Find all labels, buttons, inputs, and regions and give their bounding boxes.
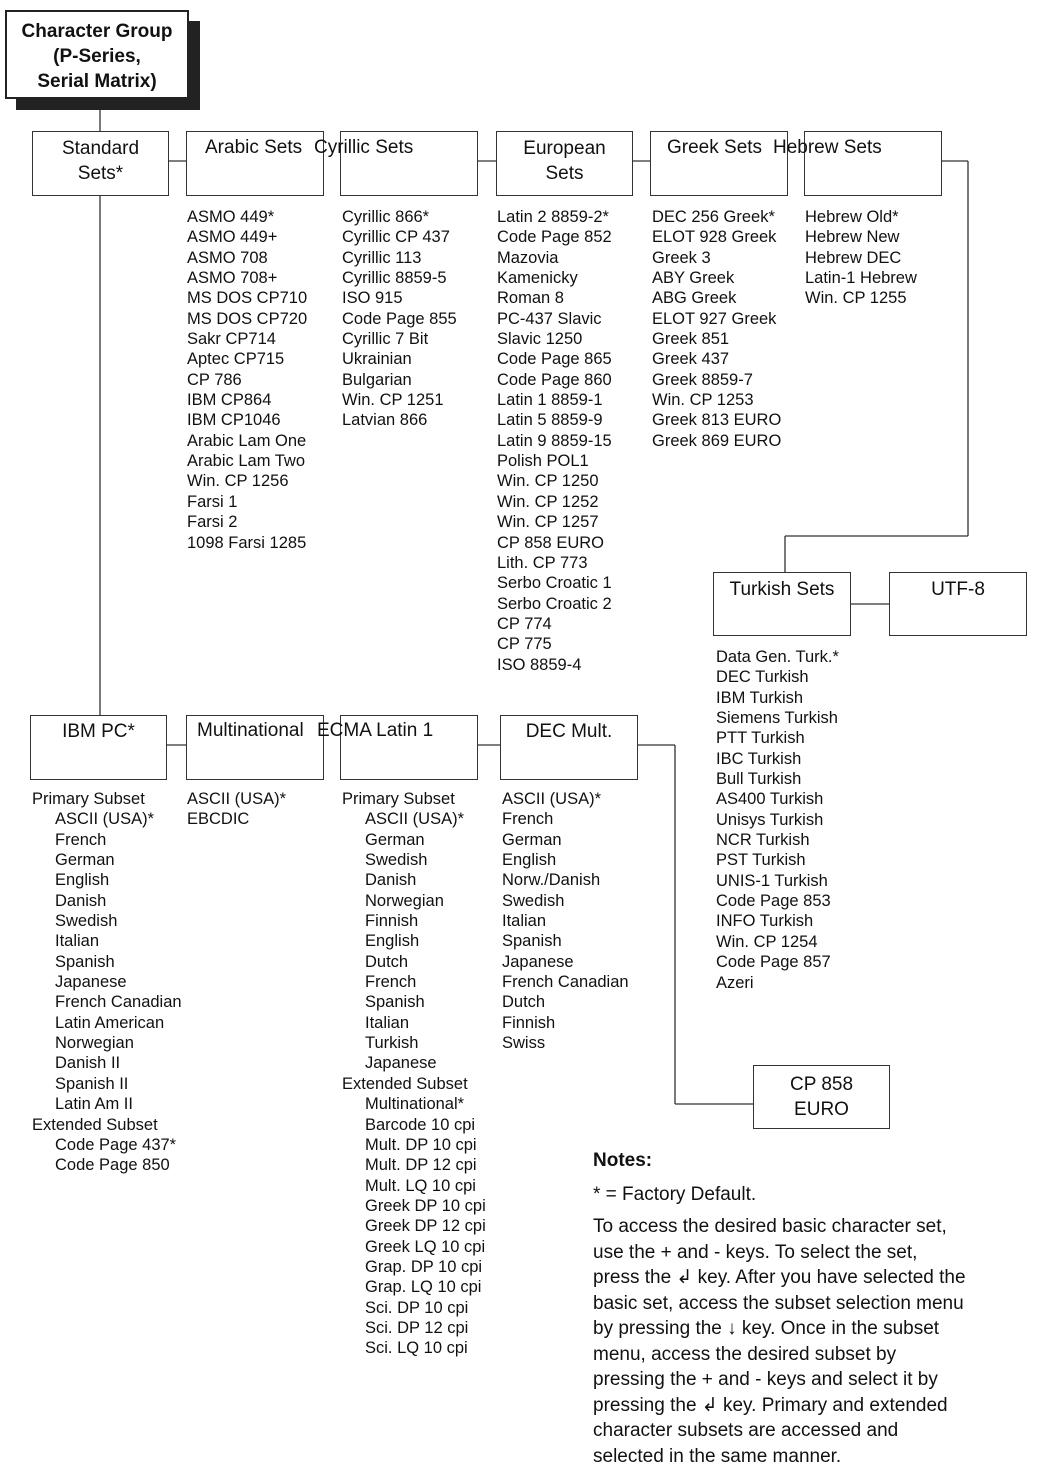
notes-body-line: To access the desired basic character set,	[593, 1216, 947, 1237]
arabic-sets-list	[187, 207, 307, 553]
turkish-sets-list	[716, 647, 839, 993]
list-item: Hebrew New	[805, 228, 900, 247]
list-item: Arabic Lam One	[187, 431, 307, 450]
list-item: ASCII (USA)*	[55, 810, 155, 829]
list-item: AS400 Turkish	[716, 790, 824, 809]
ecma-latin-1-list	[342, 789, 486, 1359]
list-item: CP 786	[187, 370, 242, 389]
notes-section	[593, 1148, 1013, 1469]
list-item: Win. CP 1253	[652, 391, 754, 410]
cyrillic-sets-list	[342, 207, 457, 431]
list-item: Mazovia	[497, 248, 559, 267]
list-item: Slavic 1250	[497, 330, 583, 349]
list-item: Greek LQ 10 cpi	[365, 1237, 486, 1256]
list-item: Extended Subset	[32, 1115, 158, 1134]
list-item: Greek 437	[652, 350, 730, 369]
list-item: Italian	[365, 1013, 410, 1032]
multinational-list	[187, 789, 286, 830]
list-item: Unisys Turkish	[716, 810, 824, 829]
list-item: Swedish	[55, 912, 118, 931]
list-item: UNIS-1 Turkish	[716, 871, 828, 890]
cp858-line-1: CP 858	[789, 1074, 854, 1095]
list-item: Code Page 855	[342, 309, 457, 328]
list-item: Latin Am II	[55, 1095, 133, 1114]
list-item: CP 775	[497, 635, 552, 654]
utf8-label: UTF-8	[931, 579, 985, 600]
list-item: Code Page 850	[55, 1156, 170, 1175]
list-item: CP 858 EURO	[497, 533, 604, 552]
list-item: Danish	[55, 891, 107, 910]
ibm-pc-label: IBM PC*	[62, 721, 135, 742]
list-item: Lith. CP 773	[497, 553, 588, 572]
european-sets-line-1: European	[523, 138, 606, 159]
list-item: ABY Greek	[652, 269, 735, 288]
list-item: Code Page 437*	[55, 1135, 177, 1154]
list-item: Spanish	[502, 932, 562, 951]
list-item: Serbo Croatic 2	[497, 594, 612, 613]
list-item: ISO 915	[342, 289, 403, 308]
list-item: French	[365, 973, 417, 992]
utf8-box	[889, 572, 1027, 636]
list-item: Win. CP 1255	[805, 289, 907, 308]
list-item: Norw./Danish	[502, 871, 601, 890]
list-item: Swedish	[502, 891, 565, 910]
list-item: Grap. DP 10 cpi	[365, 1257, 483, 1276]
notes-body-line: character subsets are accessed and	[593, 1420, 899, 1441]
list-item: Japanese	[365, 1054, 437, 1073]
notes-body-line: by pressing the ↓ key. Once in the subset	[593, 1318, 940, 1339]
notes-body-line: press the ↲ key. After you have selected the	[593, 1267, 966, 1288]
list-item: Latin 5 8859-9	[497, 411, 603, 430]
list-item: Primary Subset	[342, 790, 455, 808]
list-item: IBC Turkish	[716, 749, 802, 768]
list-item: Dutch	[365, 952, 409, 971]
list-item: MS DOS CP720	[187, 309, 308, 328]
list-item: Greek 813 EURO	[652, 411, 782, 430]
list-item: Siemens Turkish	[716, 709, 838, 728]
list-item: Bulgarian	[342, 370, 412, 389]
list-item: English	[55, 871, 110, 890]
turkish-sets-label: Turkish Sets	[729, 579, 835, 600]
list-item: Norwegian	[365, 891, 444, 910]
list-item: ASCII (USA)*	[502, 790, 602, 808]
notes-body-line: selected in the same manner.	[593, 1445, 842, 1467]
list-item: Ukrainian	[342, 350, 412, 369]
list-item: ASMO 708	[187, 248, 268, 267]
list-item: Hebrew DEC	[805, 248, 902, 267]
list-item: Turkish	[365, 1034, 419, 1053]
list-item: English	[502, 851, 557, 870]
list-item: Latin 9 8859-15	[497, 431, 612, 450]
european-sets-list	[497, 207, 612, 675]
list-item: Farsi 1	[187, 492, 238, 511]
list-item: ELOT 928 Greek	[652, 228, 777, 247]
list-item: Sci. LQ 10 cpi	[365, 1339, 468, 1358]
ibm-pc-list	[32, 789, 182, 1176]
list-item: Code Page 857	[716, 953, 831, 972]
list-item: Arabic Lam Two	[187, 452, 305, 471]
standard-sets-box	[32, 131, 169, 196]
list-item: Sci. DP 12 cpi	[365, 1318, 469, 1337]
list-item: Cyrillic 866*	[342, 208, 430, 226]
list-item: Sci. DP 10 cpi	[365, 1298, 469, 1317]
list-item: CP 774	[497, 614, 552, 633]
root-line-2: (P-Series,	[53, 46, 141, 67]
list-item: Latin American	[55, 1013, 165, 1032]
list-item: Finnish	[502, 1013, 556, 1032]
notes-factory-default: * = Factory Default.	[593, 1184, 757, 1205]
list-item: Greek 869 EURO	[652, 431, 782, 450]
list-item: NCR Turkish	[716, 831, 810, 850]
list-item: Serbo Croatic 1	[497, 574, 612, 593]
turkish-sets-box	[713, 572, 851, 636]
list-item: EBCDIC	[187, 810, 250, 829]
greek-sets-label: Greek Sets	[667, 137, 763, 158]
dec-mult-box	[500, 715, 638, 780]
list-item: Japanese	[55, 973, 127, 992]
list-item: Greek DP 12 cpi	[365, 1217, 486, 1236]
list-item: Kamenicky	[497, 269, 578, 288]
list-item: Bull Turkish	[716, 770, 802, 789]
list-item: Greek 851	[652, 330, 730, 349]
list-item: Dutch	[502, 993, 546, 1012]
list-item: MS DOS CP710	[187, 289, 308, 308]
list-item: Grap. LQ 10 cpi	[365, 1278, 482, 1297]
list-item: Mult. DP 10 cpi	[365, 1135, 477, 1154]
notes-title: Notes:	[593, 1150, 653, 1171]
cyrillic-sets-label: Cyrillic Sets	[314, 137, 414, 158]
list-item: Danish II	[55, 1054, 121, 1073]
list-item: Swedish	[365, 851, 428, 870]
list-item: Greek 8859-7	[652, 370, 753, 389]
list-item: French Canadian	[502, 973, 629, 992]
list-item: DEC Turkish	[716, 668, 809, 687]
list-item: Win. CP 1251	[342, 391, 444, 410]
list-item: PST Turkish	[716, 851, 806, 870]
list-item: Latvian 866	[342, 411, 428, 430]
list-item: ASMO 708+	[187, 269, 278, 288]
list-item: ELOT 927 Greek	[652, 309, 777, 328]
multinational-label: Multinational	[197, 720, 304, 741]
list-item: Cyrillic 7 Bit	[342, 330, 429, 349]
list-item: French	[55, 830, 107, 849]
root-line-1: Character Group	[21, 21, 173, 42]
list-item: Data Gen. Turk.*	[716, 648, 839, 666]
list-item: Latin 1 8859-1	[497, 391, 603, 410]
list-item: Roman 8	[497, 289, 564, 308]
list-item: Win. CP 1256	[187, 472, 289, 491]
cp858-line-2: EURO	[794, 1099, 849, 1120]
list-item: Code Page 852	[497, 228, 612, 247]
list-item: Polish POL1	[497, 452, 589, 471]
list-item: ABG Greek	[652, 289, 737, 308]
list-item: IBM Turkish	[716, 688, 804, 707]
list-item: Finnish	[365, 912, 419, 931]
list-item: Mult. DP 12 cpi	[365, 1156, 477, 1175]
list-item: Spanish II	[55, 1074, 129, 1093]
list-item: ASCII (USA)*	[365, 810, 465, 829]
list-item: Spanish	[55, 952, 115, 971]
list-item: French Canadian	[55, 993, 182, 1012]
list-item: Japanese	[502, 952, 574, 971]
list-item: Latin 2 8859-2*	[497, 208, 609, 226]
list-item: DEC 256 Greek*	[652, 208, 775, 226]
list-item: Swiss	[502, 1034, 546, 1053]
hebrew-sets-list	[805, 207, 917, 309]
ecma-latin-1-label: ECMA Latin 1	[317, 720, 434, 741]
list-item: Code Page 853	[716, 892, 831, 911]
list-item: Spanish	[365, 993, 425, 1012]
list-item: Italian	[55, 932, 100, 951]
ibm-pc-box	[30, 715, 167, 780]
list-item: Primary Subset	[32, 790, 145, 808]
list-item: Greek 3	[652, 248, 711, 267]
list-item: Latin-1 Hebrew	[805, 269, 917, 288]
standard-sets-line-2: Sets*	[77, 163, 124, 184]
notes-body-line: menu, access the desired subset by	[593, 1343, 897, 1365]
list-item: Cyrillic CP 437	[342, 228, 450, 247]
dec-mult-label: DEC Mult.	[525, 721, 613, 742]
european-sets-box	[496, 131, 633, 196]
list-item: Win. CP 1252	[497, 492, 599, 511]
greek-sets-list	[652, 207, 781, 451]
list-item: PC-437 Slavic	[497, 309, 602, 328]
european-sets-line-2: Sets	[545, 163, 584, 184]
list-item: Azeri	[716, 973, 754, 992]
list-item: Danish	[365, 871, 417, 890]
list-item: Italian	[502, 912, 547, 931]
list-item: ISO 8859-4	[497, 655, 582, 674]
arabic-sets-label: Arabic Sets	[205, 137, 303, 158]
cp858-euro-box	[753, 1065, 890, 1129]
root-line-3: Serial Matrix)	[37, 71, 157, 92]
root-character-group-box	[5, 10, 189, 99]
list-item: Aptec CP715	[187, 350, 285, 369]
list-item: Sakr CP714	[187, 330, 276, 349]
list-item: PTT Turkish	[716, 729, 805, 748]
list-item: Extended Subset	[342, 1074, 468, 1093]
list-item: Farsi 2	[187, 513, 238, 532]
list-item: INFO Turkish	[716, 912, 814, 931]
notes-body-line: use the + and - keys. To select the set,	[593, 1241, 918, 1263]
notes-body-line: pressing the ↲ key. Primary and extended	[593, 1394, 948, 1416]
list-item: ASMO 449+	[187, 228, 278, 247]
list-item: Norwegian	[55, 1034, 134, 1053]
list-item: Multinational*	[365, 1095, 465, 1114]
list-item: French	[502, 810, 554, 829]
list-item: German	[502, 830, 562, 849]
list-item: ASCII (USA)*	[187, 790, 287, 808]
list-item: Code Page 860	[497, 370, 612, 389]
list-item: IBM CP1046	[187, 411, 281, 430]
list-item: IBM CP864	[187, 391, 272, 410]
notes-body	[593, 1214, 1013, 1469]
dec-mult-list	[502, 789, 629, 1053]
list-item: Mult. LQ 10 cpi	[365, 1176, 476, 1195]
hebrew-sets-label: Hebrew Sets	[773, 137, 882, 158]
list-item: 1098 Farsi 1285	[187, 533, 307, 552]
notes-body-line: basic set, access the subset selection menu	[593, 1292, 964, 1314]
list-item: Cyrillic 8859-5	[342, 269, 447, 288]
list-item: German	[365, 830, 425, 849]
list-item: Cyrillic 113	[342, 248, 422, 267]
list-item: English	[365, 932, 420, 951]
list-item: Hebrew Old*	[805, 208, 899, 226]
list-item: Win. CP 1257	[497, 513, 599, 532]
notes-body-line: pressing the + and - keys and select it by	[593, 1369, 938, 1390]
standard-sets-line-1: Standard	[61, 138, 140, 159]
list-item: Win. CP 1250	[497, 472, 599, 491]
list-item: Greek DP 10 cpi	[365, 1196, 486, 1215]
list-item: German	[55, 851, 115, 870]
list-item: Win. CP 1254	[716, 932, 818, 951]
list-item: ASMO 449*	[187, 208, 275, 226]
list-item: Code Page 865	[497, 350, 612, 369]
list-item: Barcode 10 cpi	[365, 1115, 476, 1134]
